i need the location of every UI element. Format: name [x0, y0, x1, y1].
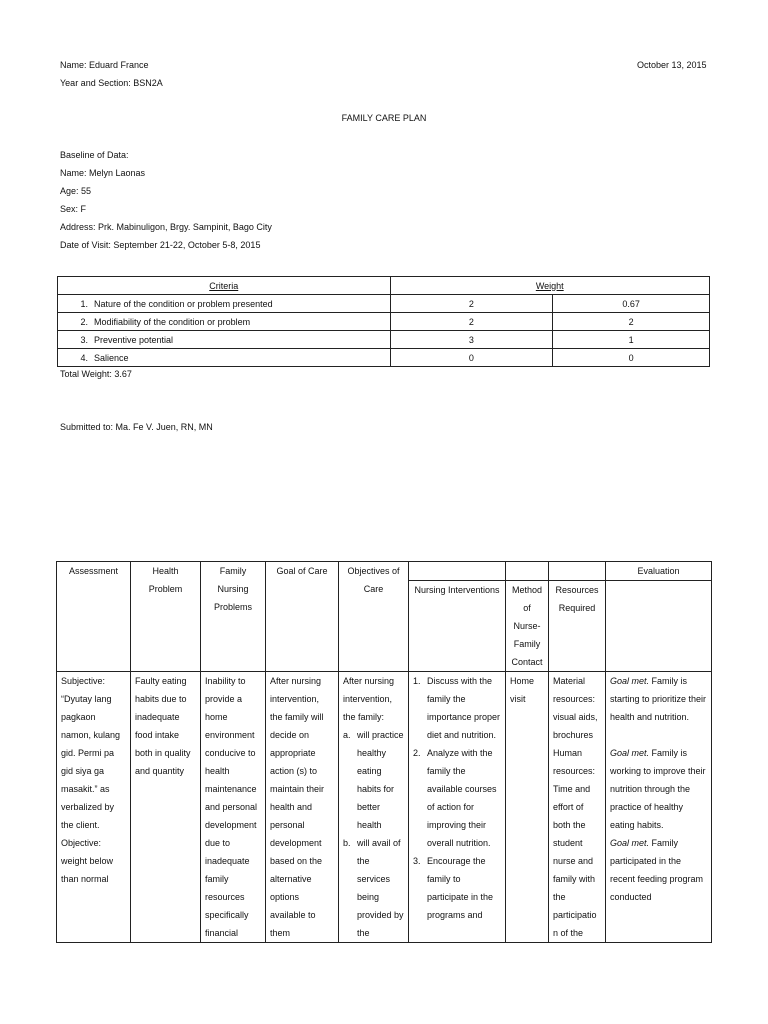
resources-header: Resources Required [555, 585, 599, 613]
family-nursing-problems-cell: Inability to provide a home environment conducive to health maintenance and personal development due to inadequate family resources specifically financial [201, 672, 266, 943]
list-marker: 2. [413, 748, 421, 758]
intervention-text: Encourage the family to participate in the programs and [427, 856, 494, 920]
interventions-cell [409, 672, 506, 943]
criteria-row [58, 349, 710, 367]
evaluation-text: Family is starting to prioritize their health and nutrition. [610, 676, 707, 722]
goal-of-care-header: Goal of Care [266, 562, 339, 672]
criteria-row [58, 313, 710, 331]
criteria-weight: 2 [553, 313, 710, 331]
criteria-weight: 1 [553, 331, 710, 349]
criteria-number: 1. [80, 298, 88, 309]
criteria-score: 2 [390, 313, 553, 331]
evaluation-text: Family is working to improve their nutrition through the practice of healthy eating habits. [610, 748, 706, 830]
client-sex: Sex: F [60, 204, 87, 214]
evaluation-label: Goal met. [610, 838, 650, 848]
assessment-cell: Subjective: “Dyutay lang pagkaon namon, kulang gid. Permi pa gid siya ga masakit.” as verbalized by the client. Objective: weight below than normal [57, 672, 131, 943]
list-marker: 1. [413, 676, 421, 686]
evaluation-text: Family participated in the recent feeding program conducted [610, 838, 704, 902]
evaluation-label: Goal met. [610, 676, 650, 686]
criteria-weight: 0 [553, 349, 710, 367]
family-nursing-problems-header: Family Nursing Problems [201, 562, 266, 672]
page-title: FAMILY CARE PLAN [341, 113, 427, 123]
client-name: Name: Melyn Laonas [60, 168, 146, 178]
intervention-text: Discuss with the family the importance proper diet and nutrition. [427, 676, 501, 740]
criteria-label: Preventive potential [94, 334, 174, 345]
weight-header: Weight [390, 277, 710, 295]
criteria-label: Nature of the condition or problem presented [94, 298, 273, 309]
criteria-row [58, 295, 710, 313]
baseline-section [60, 146, 272, 254]
evaluation-header-cell [606, 562, 712, 672]
criteria-header: Criteria [58, 277, 391, 295]
objectives-of-care-header: Objectives of Care [339, 562, 409, 672]
submitted-to: Submitted to: Ma. Fe V. Juen, RN, MN [60, 422, 213, 432]
criteria-number: 2. [80, 316, 88, 327]
criteria-score: 2 [390, 295, 553, 313]
criteria-score: 3 [390, 331, 553, 349]
visit-date: Date of Visit: September 21-22, October 5-8, 2015 [60, 240, 261, 250]
health-problem-cell: Faulty eating habits due to inadequate food intake both in quality and quantity [131, 672, 201, 943]
year-section: Year and Section: BSN2A [60, 78, 163, 88]
criteria-weight: 0.67 [553, 295, 710, 313]
intervention-text: Analyze with the family the available courses of action for improving their overall nutrition. [427, 748, 497, 848]
criteria-header-row [58, 277, 710, 295]
evaluation-entry [610, 834, 707, 906]
list-item [413, 744, 501, 852]
criteria-number: 4. [80, 352, 88, 363]
list-item [343, 726, 404, 834]
care-plan-header-row [57, 562, 712, 672]
evaluation-cell [606, 672, 712, 943]
client-address: Address: Prk. Mabinuligon, Brgy. Sampinit, Bago City [60, 222, 272, 232]
assessment-header: Assessment [57, 562, 131, 672]
care-plan-row [57, 672, 712, 943]
objective-text: will practice healthy eating habits for better health [357, 730, 404, 830]
criteria-table [57, 276, 710, 367]
total-weight: Total Weight: 3.67 [60, 369, 132, 379]
resources-cell: Material resources: visual aids, brochures Human resources: Time and effort of both the student nurse and family with the participatio n of the [549, 672, 606, 943]
interventions-list [413, 672, 501, 924]
criteria-label: Salience [94, 352, 129, 363]
client-age: Age: 55 [60, 186, 92, 196]
list-item [343, 834, 404, 942]
resources-header-cell [549, 562, 606, 672]
objective-text: will avail of the services being provided by the [357, 838, 404, 938]
criteria-number: 3. [80, 334, 88, 345]
criteria-label: Modifiability of the condition or problem [94, 316, 251, 327]
baseline-heading: Baseline of Data: [60, 150, 129, 160]
goal-of-care-cell: After nursing intervention, the family will decide on appropriate action (s) to maintain their health and personal development based on the alternative options available to them [266, 672, 339, 943]
nursing-interventions-header-cell [409, 562, 506, 672]
evaluation-header: Evaluation [606, 562, 711, 581]
objectives-list [343, 726, 404, 942]
objectives-intro: After nursing intervention, the family: [343, 676, 395, 722]
method-cell: Home visit [506, 672, 549, 943]
criteria-row [58, 331, 710, 349]
nursing-interventions-header: Nursing Interventions [414, 585, 500, 595]
student-name: Name: Eduard France [60, 60, 149, 70]
list-item [413, 672, 501, 744]
list-marker: b. [343, 838, 351, 848]
document-date: October 13, 2015 [637, 60, 707, 70]
criteria-score: 0 [390, 349, 553, 367]
list-marker: a. [343, 730, 351, 740]
method-header-cell [506, 562, 549, 672]
list-item [413, 852, 501, 924]
evaluation-entry [610, 672, 707, 726]
method-header: Method of Nurse-Family Contact [511, 585, 543, 667]
objectives-cell [339, 672, 409, 943]
care-plan-table [56, 561, 712, 943]
evaluation-entry [610, 744, 707, 834]
health-problem-header: Health Problem [131, 562, 201, 672]
evaluation-label: Goal met. [610, 748, 650, 758]
list-marker: 3. [413, 856, 421, 866]
